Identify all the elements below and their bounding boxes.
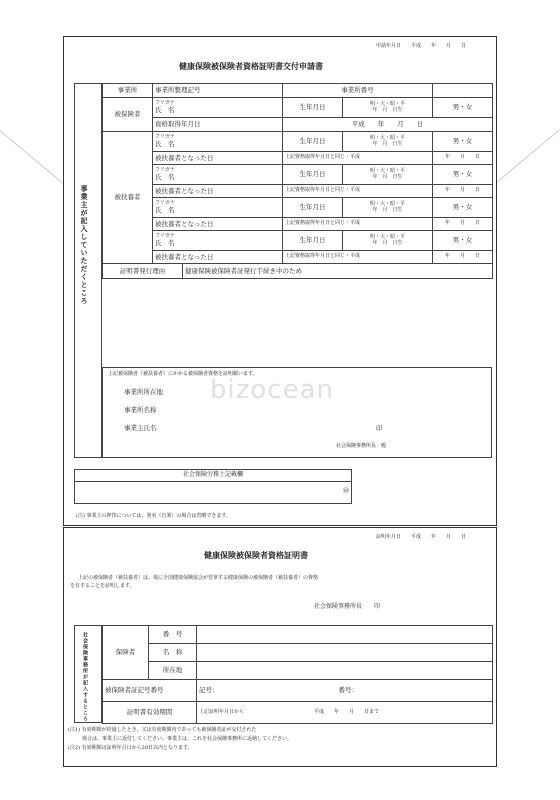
birth-label: 生年月日 <box>283 231 343 251</box>
insurer-label: 保険者 <box>103 626 149 680</box>
birth-ymd: 年 月 日生 <box>372 239 403 246</box>
birth-ymd: 年 月 日生 <box>372 140 403 147</box>
acquired-date[interactable]: 平成 年 月 日 <box>283 118 493 132</box>
birth-ymd: 年 月 日生 <box>372 173 403 180</box>
furigana-label: フリガナ <box>155 200 175 207</box>
became-dep-label: 被扶養者となった日 <box>153 251 283 264</box>
owner-seal: 印 <box>376 424 383 432</box>
address-label: 事業所所在地 <box>124 388 163 396</box>
dep-ymd: 年 月 日 <box>433 152 493 165</box>
sharoushi-box <box>74 469 352 504</box>
side-label: 事業主が記入していただくところ <box>80 185 89 305</box>
sex-options[interactable]: 男・女 <box>433 165 493 185</box>
symbol-label: 記号： <box>199 686 219 695</box>
furigana-label: フリガナ <box>155 233 175 240</box>
office-name-label: 事業所名称 <box>124 406 157 414</box>
name-label: 氏 名 <box>155 105 175 114</box>
office-code-field[interactable] <box>433 84 493 98</box>
certificate-body-1: 上記の被保険者（被扶養者）は、現に全国健康保険協会が管掌する健康保険の被保険者（被扶養者）の資格 <box>78 575 319 581</box>
insured-head: 被保険者 <box>103 98 153 132</box>
furigana-label: フリガナ <box>155 100 175 107</box>
certify-note: 上記被保険者（被扶養者）にかかる被保険者資格を証明願います。 <box>108 371 258 377</box>
card-symbol-label: 被保険者証記号番号 <box>103 680 197 702</box>
era-options[interactable]: 明・大・昭・平 <box>369 101 405 108</box>
era-options[interactable]: 明・大・昭・平 <box>369 168 405 175</box>
furigana-label: フリガナ <box>155 167 175 174</box>
director-addressee: 社会保険事務所長 殿 <box>336 443 387 449</box>
dep-date-note[interactable]: 上記資格取得年月日と同じ・平成 <box>283 251 433 264</box>
sex-options[interactable]: 男・女 <box>433 132 493 152</box>
office-code-label: 事業所番号 <box>283 84 433 98</box>
sharoushi-label: 社会保険労務士記載欄 <box>75 470 352 482</box>
number2-label: 番号： <box>338 686 358 695</box>
became-dep-label: 被扶養者となった日 <box>153 185 283 198</box>
birth-label: 生年月日 <box>283 98 343 118</box>
bottom-side-box <box>74 625 102 723</box>
note-1: (注1) 有効期間が経過したとき、又は有効期間内であっても被保険者証が交付された <box>68 727 257 733</box>
dep-ymd: 年 月 日 <box>433 185 493 198</box>
office-no-label: 事業所整理記号 <box>153 84 283 98</box>
owner-label: 事業主氏名 <box>124 424 157 432</box>
dep-date-note[interactable]: 上記資格取得年月日と同じ・平成 <box>283 185 433 198</box>
application-form <box>63 36 497 526</box>
reason-value: 健康保険被保険者証発行手続き中のため <box>183 264 493 279</box>
sex-options[interactable]: 男・女 <box>433 198 493 218</box>
furigana-label: フリガナ <box>155 134 175 141</box>
reason-label: 証明書発行理由 <box>103 264 183 279</box>
name-label: 氏 名 <box>155 238 175 247</box>
certificate-date: 証明年月日 平成 年 月 日 <box>375 534 466 540</box>
sex-options[interactable]: 男・女 <box>433 231 493 251</box>
location-label: 所在地 <box>149 662 197 680</box>
watermark: bizocean <box>210 375 334 405</box>
birth-label: 生年月日 <box>283 198 343 218</box>
insured-table <box>102 83 493 279</box>
dep-ymd: 年 月 日 <box>433 251 493 264</box>
sex-options[interactable]: 男・女 <box>433 98 493 118</box>
birth-label: 生年月日 <box>283 165 343 185</box>
era-options[interactable]: 明・大・昭・平 <box>369 234 405 241</box>
certificate-title: 健康保険被保険者資格証明書 <box>204 550 308 560</box>
bottom-side-label: 社会保険事務所が記入するところ <box>82 632 88 722</box>
became-dep-label: 被扶養者となった日 <box>153 218 283 231</box>
certificate-body-2: を有することを証明します。 <box>70 583 135 589</box>
sharoushi-seal[interactable]: ㊞ <box>75 482 352 504</box>
insurer-table <box>102 625 493 724</box>
form-title: 健康保険被保険者資格証明書交付申請書 <box>179 61 323 71</box>
number-label: 番 号 <box>149 626 197 644</box>
became-dep-label: 被扶養者となった日 <box>153 152 283 165</box>
era-options[interactable]: 明・大・昭・平 <box>369 135 405 142</box>
era-options[interactable]: 明・大・昭・平 <box>369 201 405 208</box>
birth-label: 生年月日 <box>283 132 343 152</box>
birth-ymd: 年 月 日生 <box>372 206 403 213</box>
dep-date-note[interactable]: 上記資格取得年月日と同じ・平成 <box>283 152 433 165</box>
location-field[interactable] <box>197 662 493 680</box>
name-label: 氏 名 <box>155 172 175 181</box>
number-field[interactable] <box>197 626 493 644</box>
note-1b: 場合は、事業主に返付してください。事業主は、これを社会保険事務所に返納してください。 <box>82 736 293 742</box>
valid-label: 証明書有効期間 <box>103 702 197 724</box>
office-head: 事業所 <box>103 84 153 98</box>
name-label: 氏 名 <box>155 139 175 148</box>
dep-ymd: 年 月 日 <box>433 218 493 231</box>
name-field[interactable] <box>197 644 493 662</box>
valid-to[interactable]: 平成 年 月 日まで <box>314 708 380 715</box>
birth-ymd: 年 月 日生 <box>372 106 403 113</box>
note-2: (注2) 有効期間は証明年月日から20日以内となります。 <box>68 745 193 751</box>
issuer: 社会保険事務所長 印 <box>314 603 381 610</box>
name-label: 名 称 <box>149 644 197 662</box>
application-date: 申請年月日 平成 年 月 日 <box>375 43 466 49</box>
dependents-head: 被扶養者 <box>103 132 153 264</box>
valid-from: 上記証明年月日から <box>199 708 245 715</box>
name-label: 氏 名 <box>155 205 175 214</box>
acquired-label: 資格取得年月日 <box>153 118 283 132</box>
dep-date-note[interactable]: 上記資格取得年月日と同じ・平成 <box>283 218 433 231</box>
certificate <box>63 527 497 767</box>
footnote: (注) 事業主の押印については、署名（自署）の場合は省略できます。 <box>76 513 231 519</box>
